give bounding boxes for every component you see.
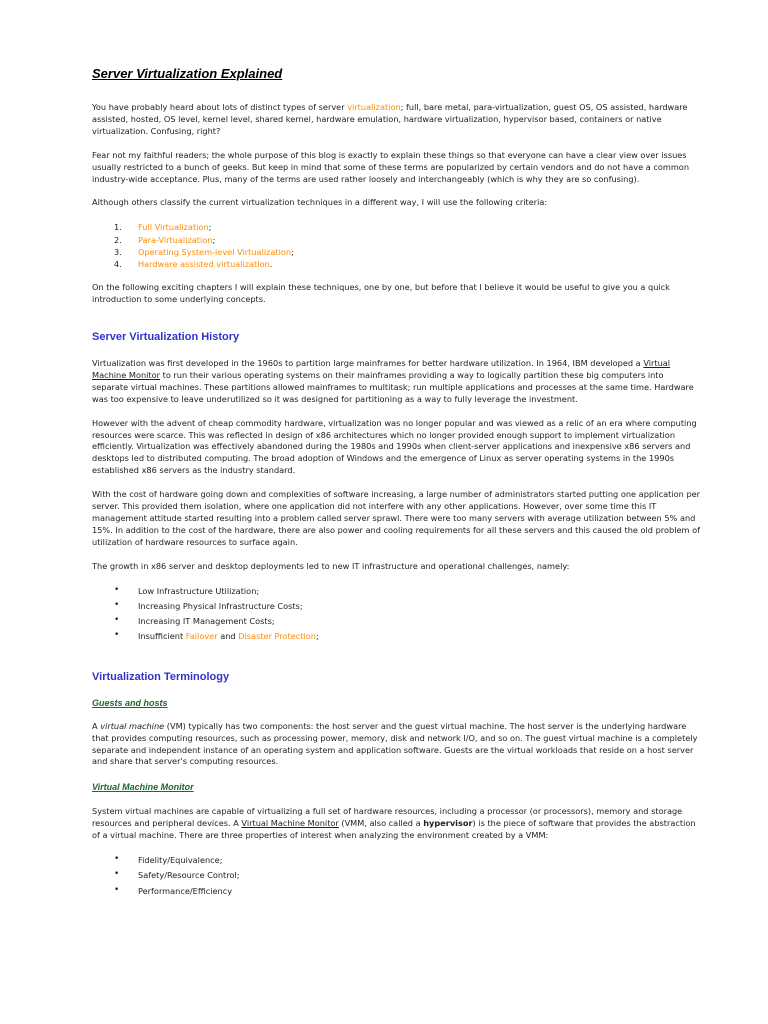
bullet-icon: • bbox=[114, 584, 120, 595]
page-title: Server Virtualization Explained bbox=[92, 66, 283, 81]
document-content bbox=[92, 66, 702, 899]
vmm-paragraph: System virtual machines are capable of virtualizing a full set of hardware resources, including a processor (or processors), memory and storage resources and peripheral devices. A Virtual Machine Monitor (VMM, also called a hypervisor) is the piece of software that provides the abstraction of a virtual machine. There are three properties of interest when analyzing the environment created by a VMM: bbox=[92, 806, 696, 841]
para-virtualization-link[interactable]: Para-Virtualization bbox=[138, 234, 213, 245]
challenges-list bbox=[92, 584, 702, 645]
history-paragraph-4: The growth in x86 server and desktop deployments led to new IT infrastructure and operational challenges, namely: bbox=[92, 560, 570, 571]
full-virtualization-link[interactable]: Full Virtualization bbox=[138, 222, 209, 233]
intro-paragraph-2: Fear not my faithful readers; the whole purpose of this blog is exactly to explain these things so that everyone can have a clear view over issues usually restricted to a bunch of geeks. But keep in mind that some of these terms are popularized by certain vendors and do not have a common industry-wide acceptance. Plus, many of the terms are used rather loosely and interchangeably (which is why they are so confusing). bbox=[92, 149, 690, 184]
criteria-list bbox=[92, 221, 702, 270]
virtualization-link[interactable]: virtualization bbox=[347, 102, 401, 112]
guests-hosts-heading: Guests and hosts bbox=[92, 697, 168, 708]
virtual-machine-monitor-link-2[interactable]: Virtual Machine Monitor bbox=[241, 818, 339, 829]
list-item: 4. Hardware assisted virtualization. bbox=[114, 258, 273, 269]
history-heading: Server Virtualization History bbox=[92, 330, 240, 343]
terminology-heading: Virtualization Terminology bbox=[92, 670, 230, 683]
list-item: • Fidelity/Equivalence; bbox=[92, 853, 702, 868]
list-item: • Safety/Resource Control; bbox=[92, 868, 702, 883]
bullet-icon: • bbox=[114, 854, 120, 865]
intro-paragraph-1: You have probably heard about lots of distinct types of server virtualization; full, bare metal, para-virtualization, guest OS, OS assisted, hardware assisted, hosted, OS level, kernel level, shared kernel, hardware emulation, hardware virtualization, hypervisor based, containers or native virtualization. Confusing, right? bbox=[92, 102, 688, 136]
intro-paragraph-4: On the following exciting chapters I will explain these techniques, one by one, but before that I believe it would be useful to give you a quick introduction to some underlying concepts. bbox=[92, 282, 670, 305]
disaster-protection-link[interactable]: Disaster Protection bbox=[238, 631, 316, 642]
list-item: 3. Operating System-level Virtualization; bbox=[114, 246, 294, 257]
failover-link[interactable]: Failover bbox=[185, 631, 218, 642]
bullet-icon: • bbox=[114, 615, 120, 626]
bullet-icon: • bbox=[114, 599, 120, 610]
history-paragraph-1: Virtualization was first developed in the 1960s to partition large mainframes for better hardware utilization. In 1964, IBM developed a Virtual Machine Monitor to run their various operating systems on their mainframes providing a way to logically partition these big computers into separate virtual machines. These partitions allowed mainframes to multitask; run multiple applications and processes at the same time. Hardware was too expensive to leave underutilized so it was designed for partitioning as a way to fully leverage the investment. bbox=[92, 357, 694, 404]
list-item: • Insufficient Failover and Disaster Protection; bbox=[92, 629, 702, 644]
list-item: 1. Full Virtualization; bbox=[114, 222, 212, 233]
list-item: 2. Para-Virtualization; bbox=[114, 234, 216, 245]
bullet-icon: • bbox=[114, 884, 120, 895]
history-paragraph-2: However with the advent of cheap commodity hardware, virtualization was no longer popular and was viewed as a relic of an era where computing resources were scarce. This was reflected in design of x86 architectures which no longer provided enough support to implement virtualization efficiently. Virtualization was effectively abandoned during the 1980s and 1990s when client-server applications and inexpensive x86 servers and desktops led to distributed computing. The broad adoption of Windows and the emergence of Linux as server operating systems in the 1990s established x86 servers as the industry standard. bbox=[92, 417, 697, 476]
bullet-icon: • bbox=[114, 869, 120, 880]
list-item: • Performance/Efficiency bbox=[92, 884, 702, 899]
history-paragraph-3: With the cost of hardware going down and complexities of software increasing, a large number of administrators started putting one application per server. This provided them isolation, where one application did not interfere with any other applications. However, over some time this IT management attitude started resulting into a problem called server sprawl. There were too many servers with average utilization between 5% and 15%. In addition to the cost of the hardware, there are also power and cooling requirements for all these servers and this caused the old problem of utilization of hardware resources to surface again. bbox=[92, 489, 701, 547]
os-level-virtualization-link[interactable]: Operating System-level Virtualization bbox=[138, 246, 292, 257]
hardware-assisted-virtualization-link[interactable]: Hardware assisted virtualization bbox=[138, 258, 270, 269]
list-item: • Low Infrastructure Utilization; bbox=[92, 584, 702, 599]
list-item: • Increasing IT Management Costs; bbox=[92, 614, 702, 629]
bullet-icon: • bbox=[114, 630, 120, 641]
vmm-properties-list bbox=[92, 853, 702, 899]
intro-paragraph-3: Although others classify the current virtualization techniques in a different way, I will use the following criteria: bbox=[92, 197, 548, 208]
virtual-machine-monitor-link[interactable]: Virtual Machine Monitor bbox=[92, 357, 671, 380]
guests-paragraph: A virtual machine (VM) typically has two components: the host server and the guest virtual machine. The host server is the underlying hardware that provides computing resources, such as processing power, memory, disk and network I/O, and so on. The guest virtual machine is a completely separate and independent instance of an operating system and application software. Guests are the virtual workloads that reside on a host server and share that server's computing resources. bbox=[92, 720, 698, 767]
list-item: • Increasing Physical Infrastructure Costs; bbox=[92, 599, 702, 614]
vmm-heading: Virtual Machine Monitor bbox=[92, 782, 194, 793]
